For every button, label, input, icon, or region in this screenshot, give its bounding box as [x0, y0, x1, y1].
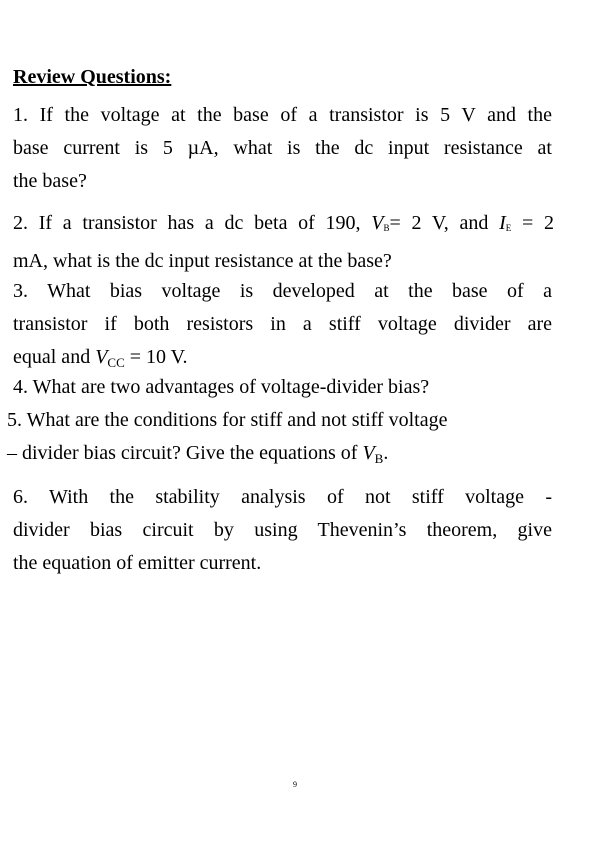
page-number: 9 [293, 780, 297, 789]
question-5-text-a: – divider bias circuit? Give the equations of [7, 442, 363, 464]
question-3 [13, 275, 552, 379]
question-5 [7, 404, 447, 475]
question-2-text-a: 2. If a transistor has a dc beta of 190, [13, 212, 372, 234]
question-2-text-b: = 2 V, and [389, 212, 500, 234]
question-1-line-3: the base? [13, 170, 87, 192]
question-5-line-1: 5. What are the conditions for stiff and not stiff voltage [7, 409, 448, 431]
question-3-line-2: transistor if both resistors in a stiff voltage divider are [13, 313, 552, 335]
vcc-subscript: CC [107, 355, 125, 370]
vcc-symbol: V [95, 346, 108, 368]
question-4 [13, 371, 429, 404]
question-6-line-3: the equation of emitter current. [13, 552, 262, 574]
vb-symbol: V [371, 212, 384, 234]
question-1-line-2: base current is 5 µA, what is the dc input resistance at [13, 137, 552, 159]
question-2-line-1 [13, 207, 554, 245]
question-3-line-1: 3. What bias voltage is developed at the base of a [13, 280, 552, 302]
question-2-text-c: = 2 [511, 212, 554, 234]
question-5-text-b: . [383, 442, 389, 464]
ie-symbol: I [499, 212, 506, 234]
question-6-line-2: divider bias circuit by using Thevenin’s theorem, give [13, 519, 552, 541]
question-3-text-b: = 10 V. [124, 346, 188, 368]
vb-symbol: V [362, 442, 375, 464]
question-4-line-1: 4. What are two advantages of voltage-divider bias? [13, 376, 430, 398]
question-2 [13, 207, 554, 278]
question-1 [13, 99, 552, 198]
ie-subscript: E [505, 223, 512, 233]
section-heading: Review Questions: [13, 66, 172, 88]
question-5-line-2 [7, 437, 447, 475]
question-1-line-1: 1. If the voltage at the base of a transistor is 5 V and the [13, 104, 552, 126]
vb-subscript: B [374, 451, 384, 466]
question-3-text-a: equal and [13, 346, 96, 368]
vb-subscript: B [383, 223, 390, 233]
question-6-line-1: 6. With the stability analysis of not stiff voltage - [13, 486, 552, 508]
question-2-line-2: mA, what is the dc input resistance at the base? [13, 250, 392, 272]
question-6 [13, 481, 552, 580]
